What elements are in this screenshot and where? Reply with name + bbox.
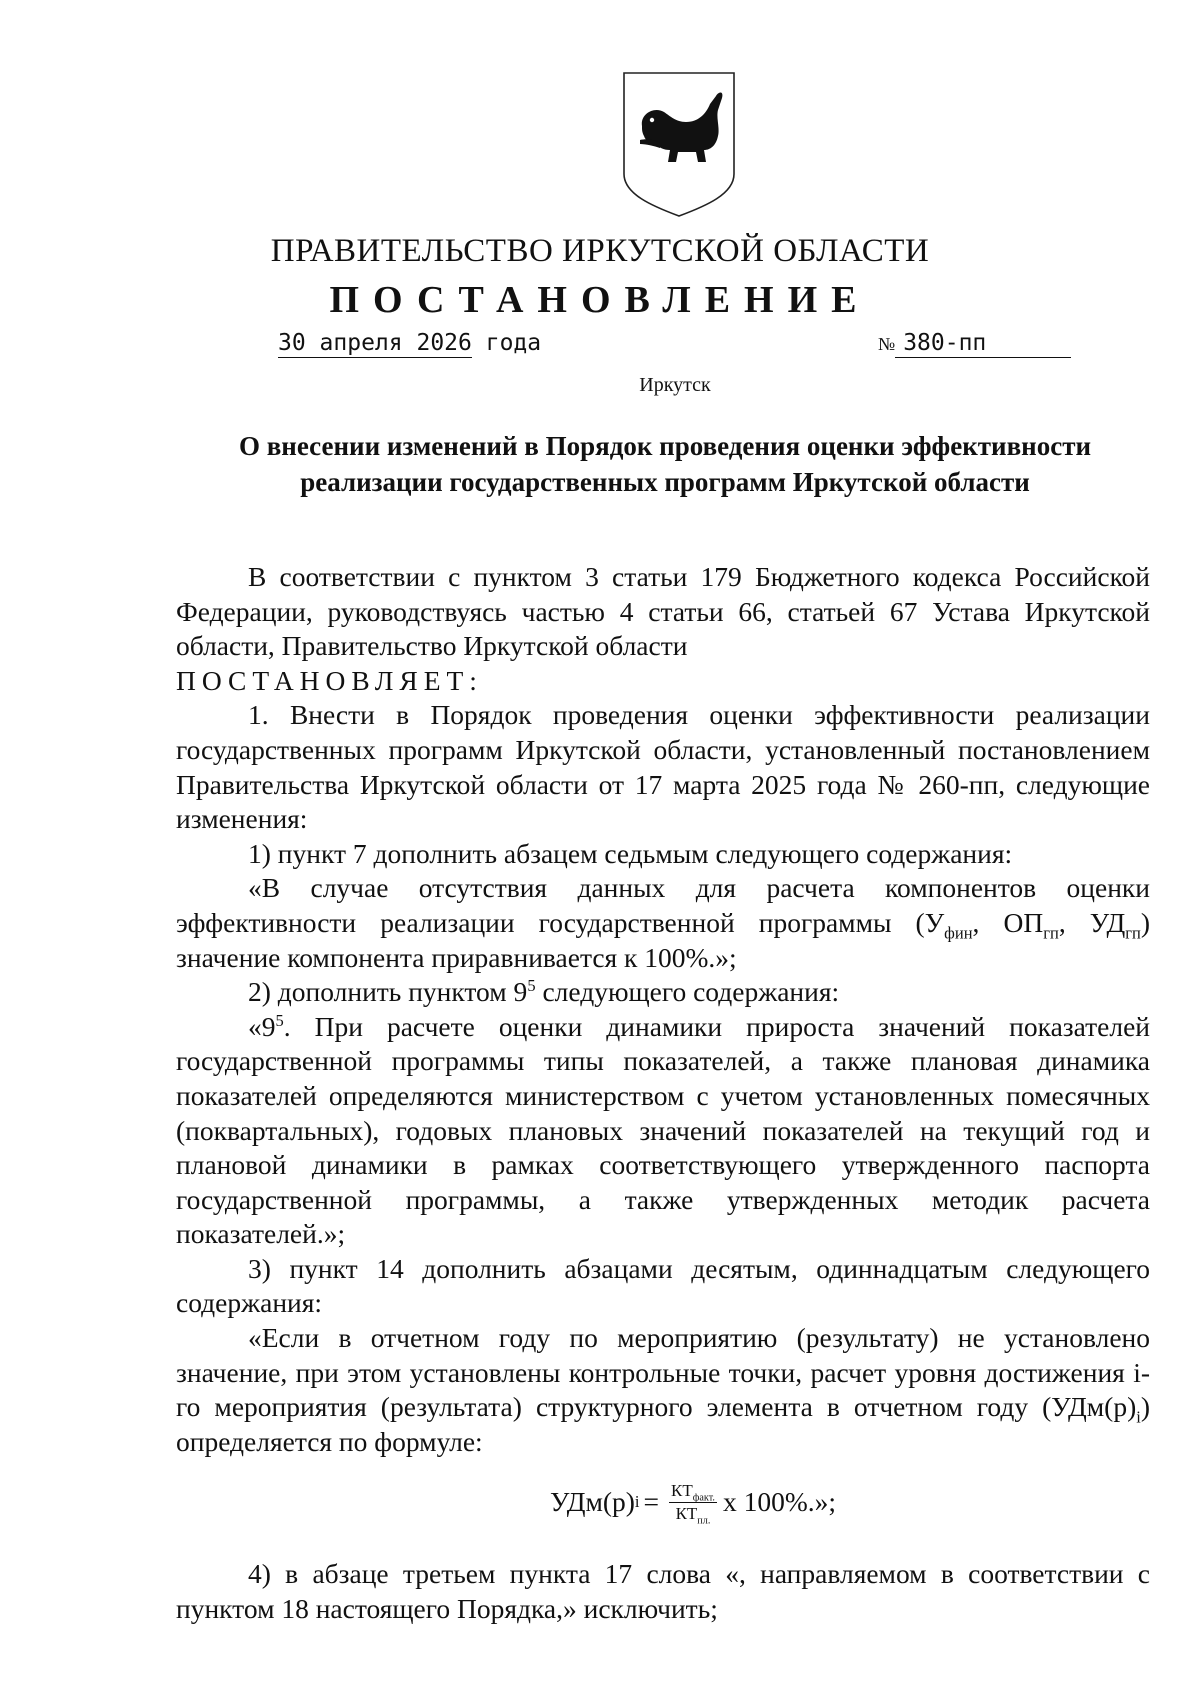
quote-1-paragraph: «В случае отсутствия данных для расчета компонентов оценки эффективности реализации государственной программы ($У_{фин}$, $ОП_{гп}$, $УД_{гп}$) значение компонента приравнивается к 100%.»; [176, 872, 1150, 973]
quote-3-paragraph: «Если в отчетном году по мероприятию (результату) не установлено значение, при этом установлены контрольные точки, расчет уровня достижения i-го мероприятия (результата) структурного элемента в отчетном году $(УДм(р)_i)$ определяется по формуле: [176, 1322, 1150, 1457]
formula-numerator: $КТ_{факт.}$ [671, 1480, 715, 1504]
preamble-paragraph: В соответствии с пунктом 3 статьи 179 Бюджетного кодекса Российской Федерации, руководствуясь частью 4 статьи 66, статьей 67 Устава Иркутской области, Правительство Иркутской области [176, 561, 1150, 662]
number-sign: № [878, 334, 896, 354]
document-type: ПОСТАНОВЛЕНИЕ [329, 279, 871, 321]
formula-eq: = [643, 1486, 660, 1518]
document-date [278, 330, 541, 356]
subject-line: реализации государственных программ Иркутской области [300, 467, 1030, 497]
item-1-paragraph: 1. Внести в Порядок проведения оценки эффективности реализации государственных программ Иркутской области, установленный постановлением Правительства Иркутской области от 17 марта 2025 года № 260-пп, следующие изменения: [176, 699, 1150, 835]
subitem-3-paragraph: 3) пункт 14 дополнить абзацами десятым, одиннадцатым следующего содержания: [176, 1252, 1150, 1319]
government-name: ПРАВИТЕЛЬСТВО ИРКУТСКОЙ ОБЛАСТИ [270, 233, 930, 269]
date-value: 30 апреля 2026 [278, 330, 472, 356]
quote-2-paragraph: «$9^5$. При расчете оценки динамики прироста значений показателей государственной программы типы показателей, а также плановая динамика показателей определяются министерством с учетом установленных помесячных (поквартальных), годовых плановых значений показателей на текущий год и плановой динамики в рамках соответствующего утвержденного паспорта государственной программы, а также утвержденных методик расчета показателей.»; [176, 1010, 1150, 1250]
formula-rhs: х 100%.»; [722, 1486, 836, 1518]
document-body [176, 560, 1150, 1627]
subitem-2-paragraph: 2) дополнить пунктом $9^5$ следующего содержания: [248, 975, 840, 1008]
city: Иркутск [639, 374, 711, 396]
formula-lhs: УДм(р) [550, 1486, 635, 1518]
formula-fraction [669, 1480, 717, 1525]
formula-denominator: $КТ_{пл.}$ [675, 1503, 711, 1527]
subject-line: О внесении изменений в Порядок проведения оценки эффективности [238, 431, 1092, 461]
irkutsk-coat-of-arms-icon [620, 70, 738, 218]
formula: УДм(р) i = $\frac{КТ_{факт.}}{КТ_{пл.}}$ х 100%.»; [550, 1480, 836, 1527]
subitem-1-paragraph: 1) пункт 7 дополнить абзацем седьмым следующего содержания: [248, 837, 1013, 869]
document-subject [170, 428, 1160, 500]
date-suffix: года [485, 330, 542, 356]
subitem-4-paragraph: 4) в абзаце третьем пункта 17 слова «, направляемом в соответствии с пунктом 18 настоящего Порядка,» исключить; [176, 1558, 1150, 1625]
number-value: 380-пп [895, 330, 1071, 358]
document-number [878, 330, 1071, 358]
resolves-heading: ПОСТАНОВЛЯЕТ: [176, 664, 483, 696]
